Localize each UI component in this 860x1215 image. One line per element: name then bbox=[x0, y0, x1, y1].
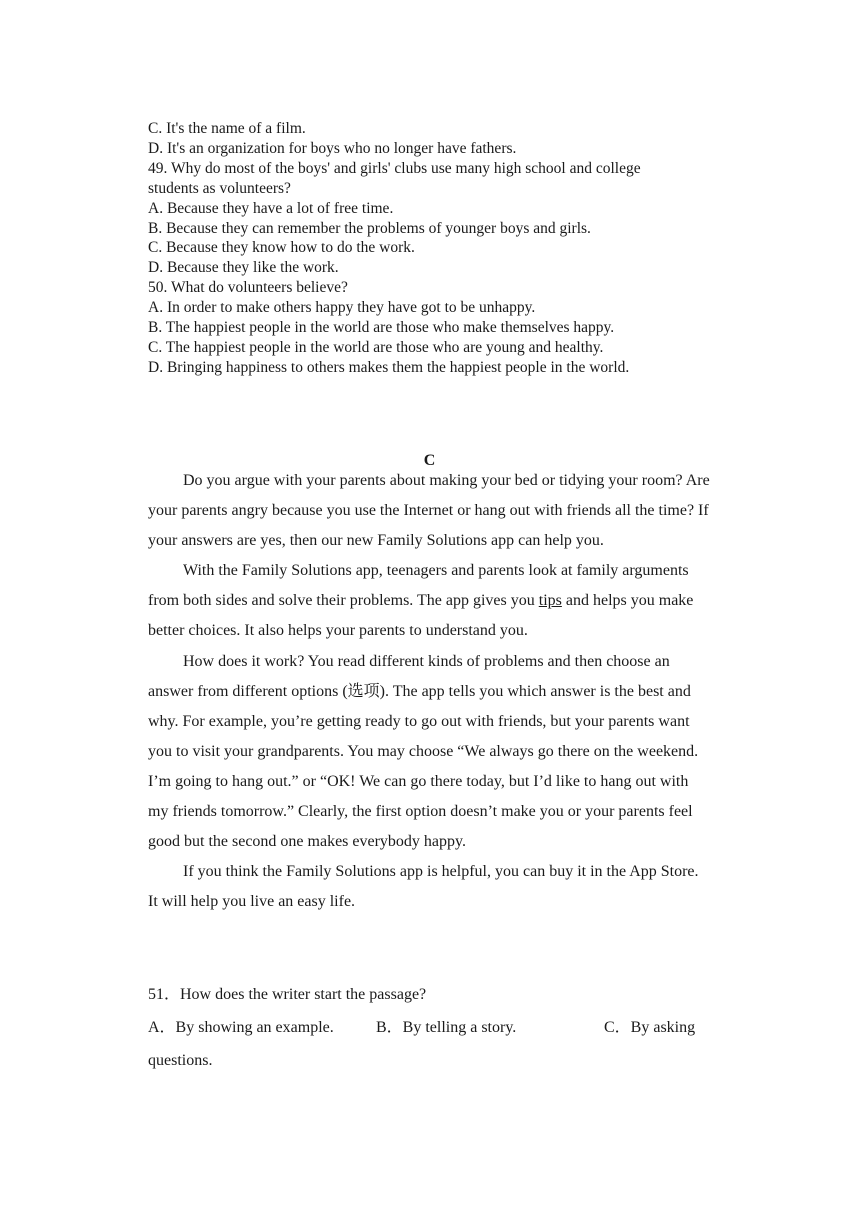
option-49a: A. Because they have a lot of free time. bbox=[148, 199, 394, 217]
section-title: C bbox=[423, 452, 436, 469]
question-49-stem-line1: 49. Why do most of the boys' and girls' clubs use many high school and college bbox=[148, 159, 641, 177]
question-51-stem: 51．How does the writer start the passage? bbox=[148, 986, 427, 1003]
option-51c-continuation: questions. bbox=[148, 1052, 213, 1069]
underlined-word-tips: tips bbox=[538, 592, 562, 610]
question-50-stem: 50. What do volunteers believe? bbox=[148, 279, 348, 297]
option-49b: B. Because they can remember the problems of younger boys and girls. bbox=[148, 219, 591, 237]
option-51c: C．By asking bbox=[604, 1019, 696, 1036]
passage-paragraph-2 bbox=[148, 556, 712, 646]
paragraph-2-text-end: and helps you make better choices. It also helps your parents to understand you. bbox=[148, 592, 694, 640]
paragraph-2-text-start: With the Family Solutions app, teenagers and parents look at family arguments from both sides and solve their problems. The app gives you bbox=[148, 562, 689, 610]
passage-paragraph-4: If you think the Family Solutions app is helpful, you can buy it in the App Store. It will help you live an easy life. bbox=[148, 863, 699, 911]
option-49d: D. Because they like the work. bbox=[148, 259, 339, 277]
question-49-stem-line2: students as volunteers? bbox=[148, 179, 291, 197]
passage-paragraph-3: How does it work? You read different kinds of problems and then choose an answer from different options (选项). The app tells you which answer is the best and why. For example, you’re getting ready to go out with friends, but your parents want you to visit your grandparents. You may choose “We always go there on the weekend. I’m going to hang out.” or “OK! We can go there today, but I’d like to hang out with my friends tomorrow.” Clearly, the first option doesn’t make you or your parents feel good but the second one makes everybody happy. bbox=[148, 652, 699, 851]
option-48d: D. It's an organization for boys who no longer have fathers. bbox=[148, 139, 517, 157]
option-50c: C. The happiest people in the world are those who are young and healthy. bbox=[148, 338, 604, 356]
option-50d: D. Bringing happiness to others makes them the happiest people in the world. bbox=[148, 358, 630, 376]
previous-questions-block bbox=[148, 119, 718, 378]
option-48c: C. It's the name of a film. bbox=[148, 120, 306, 137]
option-50b: B. The happiest people in the world are those who make themselves happy. bbox=[148, 319, 615, 337]
option-50a: A. In order to make others happy they have got to be unhappy. bbox=[148, 299, 536, 317]
option-51b: B．By telling a story. bbox=[376, 1019, 517, 1036]
passage-paragraph-1: Do you argue with your parents about making your bed or tidying your room? Are your parents angry because you use the Internet or hang out with friends all the time? If your answers are yes, then our new Family Solutions app can help you. bbox=[148, 472, 710, 550]
option-49c: C. Because they know how to do the work. bbox=[148, 239, 415, 257]
reading-passage bbox=[148, 466, 712, 917]
option-51a: A．By showing an example. bbox=[148, 1019, 334, 1036]
